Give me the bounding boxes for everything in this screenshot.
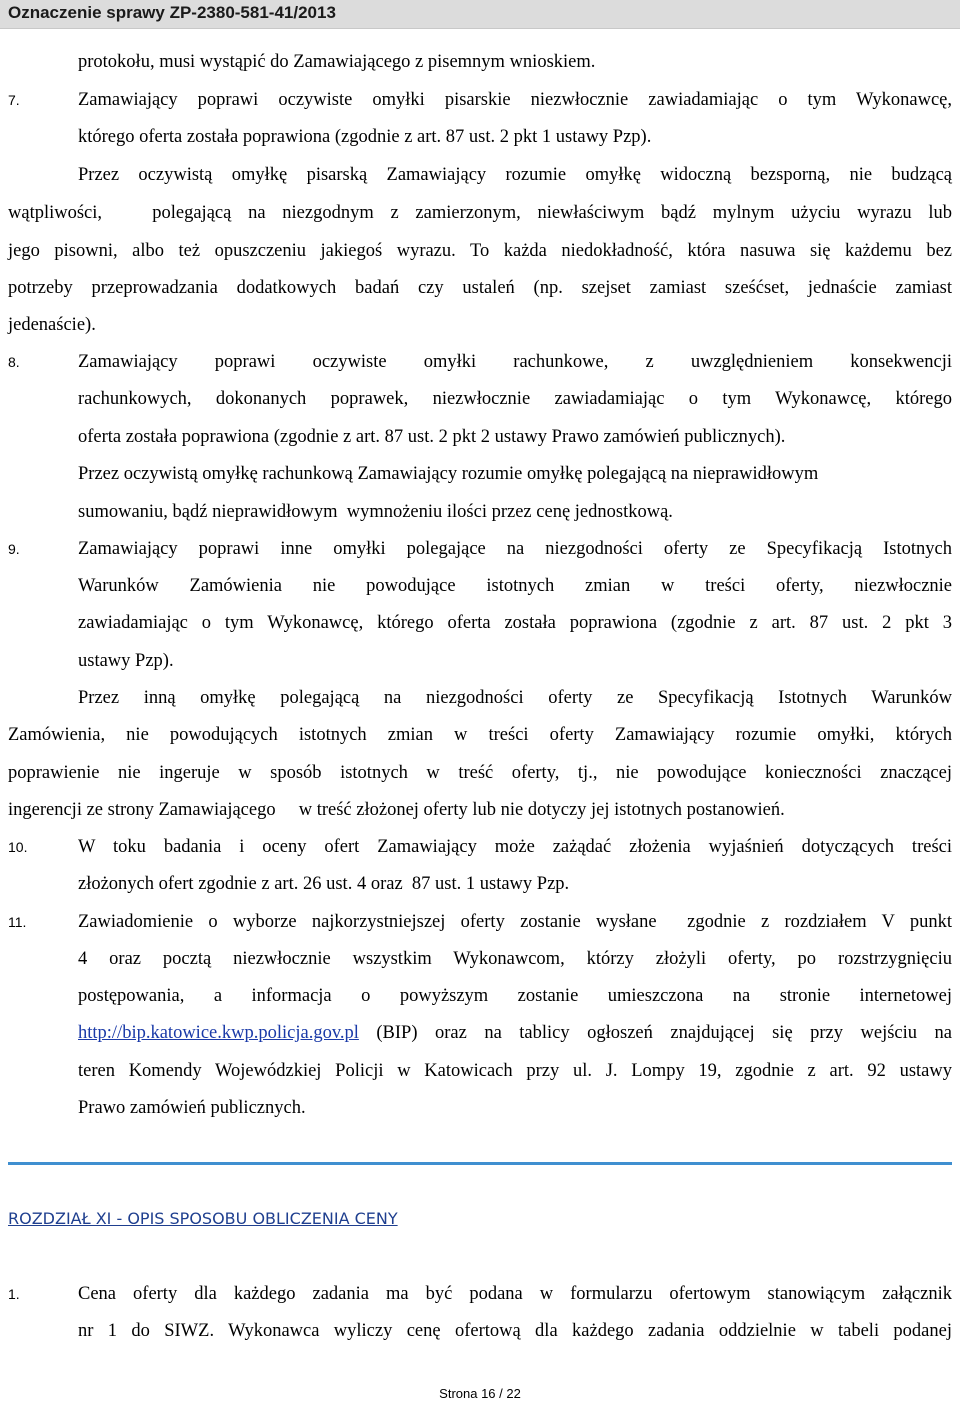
text-line: nr 1 do SIWZ. Wykonawca wyliczy cenę ofertową dla każdego zadania oddzielnie w tabeli podanej xyxy=(78,1321,952,1341)
point-number: 1. xyxy=(8,1286,20,1302)
text-line: Zawiadomienie o wyborze najkorzystniejszej oferty zostanie wysłane zgodnie z rozdziałem V punkt xyxy=(78,912,952,932)
text-line: Zamawiający poprawi inne omyłki polegające na niezgodności oferty ze Specyfikacją Istotnych xyxy=(78,539,952,559)
text-line: Przez oczywistą omyłkę rachunkową Zamawiający rozumie omyłkę polegającą na nieprawidłowym xyxy=(78,464,819,484)
text-line: którego oferta została poprawiona (zgodnie z art. 87 ust. 2 pkt 1 ustawy Pzp). xyxy=(78,127,652,147)
text-line: Przez oczywistą omyłkę pisarską Zamawiający rozumie omyłkę widoczną bezsporną, nie budzącą xyxy=(78,165,952,185)
text-line: oferta została poprawiona (zgodnie z art. 87 ust. 2 pkt 2 ustawy Prawo zamówień publicznych). xyxy=(78,427,786,447)
point-number: 11. xyxy=(8,914,27,930)
text-line: postępowania, a informacja o powyższym zostanie umieszczona na stronie internetowej xyxy=(78,986,952,1006)
text-line: potrzeby przeprowadzania dodatkowych badań czy ustaleń (np. szejset zamiast sześćset, jednaście zamiast xyxy=(8,278,952,298)
text-line: ustawy Pzp). xyxy=(78,651,174,671)
text-line: jedenaście). xyxy=(8,315,96,335)
text-line: 4 oraz pocztą niezwłocznie wszystkim Wykonawcom, którzy złożyli oferty, po rozstrzygnięciu xyxy=(78,949,952,969)
text-line: zawiadamiając o tym Wykonawcę, którego oferta została poprawiona (zgodnie z art. 87 ust. 2 pkt 3 xyxy=(78,613,952,633)
chapter-heading: ROZDZIAŁ XI - OPIS SPOSOBU OBLICZENIA CENY xyxy=(8,1209,398,1228)
text-line: rachunkowych, dokonanych poprawek, niezwłocznie zawiadamiając o tym Wykonawcę, którego xyxy=(78,389,952,409)
text-line: Zamawiający poprawi oczywiste omyłki rachunkowe, z uwzględnieniem konsekwencji xyxy=(78,352,952,372)
point-number: 10. xyxy=(8,839,28,855)
text-line: poprawienie nie ingeruje w sposób istotnych w treść oferty, tj., nie powodujące konieczności znaczącej xyxy=(8,763,952,783)
text-line: Przez inną omyłkę polegającą na niezgodności oferty ze Specyfikacją Istotnych Warunków xyxy=(78,688,952,708)
page-footer: Strona 16 / 22 xyxy=(439,1386,521,1401)
point-number: 7. xyxy=(8,92,20,108)
text-line: jego pisowni, albo też opuszczeniu jakiegoś wyrazu. To każda niedokładność, która nasuwa się każdemu bez xyxy=(8,241,952,261)
text-line-rest: (BIP) oraz na tablicy ogłoszeń znajdującej się przy wejściu na xyxy=(358,1023,952,1043)
text-line: Zamówienia, nie powodujących istotnych zmian w treści oferty Zamawiający rozumie omyłki, których xyxy=(8,725,952,745)
text-line: W toku badania i oceny ofert Zamawiający może zażądać złożenia wyjaśnień dotyczących treści xyxy=(78,837,952,857)
section-divider xyxy=(8,1162,952,1165)
text-line: Cena oferty dla każdego zadania ma być podana w formularzu ofertowym stanowiącym załącznik xyxy=(78,1284,952,1304)
text-line xyxy=(78,1022,952,1044)
text-line: wątpliwości, polegającą na niezgodnym z zamierzonym, niewłaściwym bądź mylnym użyciu wyrazu lub xyxy=(8,203,952,223)
text-line: Warunków Zamówienia nie powodujące istotnych zmian w treści oferty, niezwłocznie xyxy=(78,576,952,596)
text-line: teren Komendy Wojewódzkiej Policji w Katowicach przy ul. J. Lompy 19, zgodnie z art. 92 ustawy xyxy=(78,1061,952,1081)
text-line: protokołu, musi wystąpić do Zamawiającego z pisemnym wnioskiem. xyxy=(78,52,596,72)
document-header xyxy=(0,0,960,29)
case-number-title: Oznaczenie sprawy ZP-2380-581-41/2013 xyxy=(8,3,336,22)
text-line: Prawo zamówień publicznych. xyxy=(78,1098,306,1118)
point-number: 9. xyxy=(8,541,20,557)
bip-link[interactable]: http://bip.katowice.kwp.policja.gov.pl xyxy=(78,1023,359,1043)
text-line: ingerencji ze strony Zamawiającego w treść złożonej oferty lub nie dotyczy jej istotnych postanowień. xyxy=(8,800,785,820)
text-line: Zamawiający poprawi oczywiste omyłki pisarskie niezwłocznie zawiadamiając o tym Wykonawcę, xyxy=(78,90,952,110)
text-line: złożonych ofert zgodnie z art. 26 ust. 4 oraz 87 ust. 1 ustawy Pzp. xyxy=(78,874,570,894)
text-line: sumowaniu, bądź nieprawidłowym wymnożeniu ilości przez cenę jednostkową. xyxy=(78,502,673,522)
point-number: 8. xyxy=(8,354,20,370)
